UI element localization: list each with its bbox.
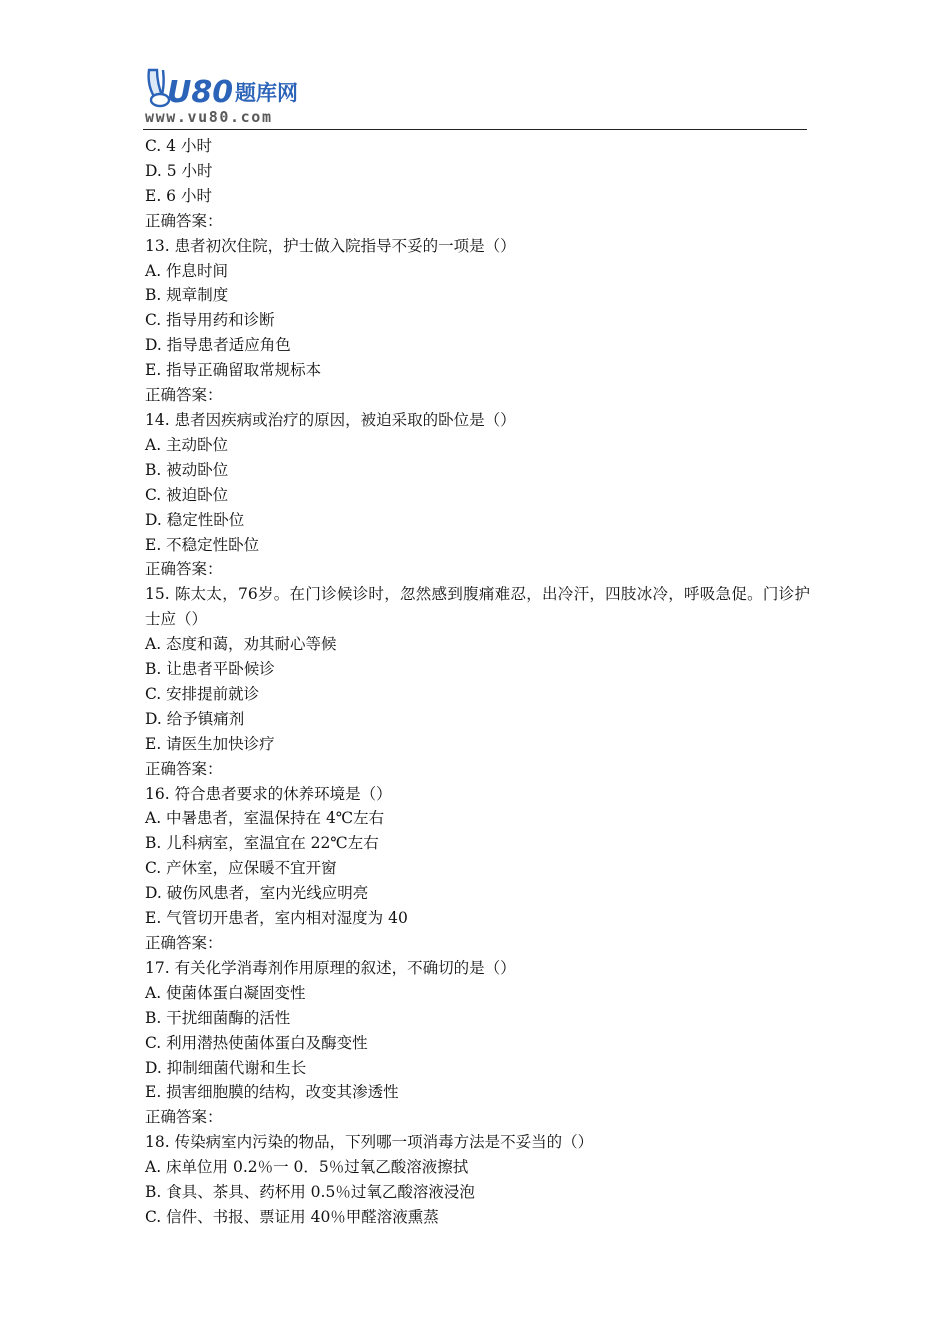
vu80-logo (143, 64, 333, 126)
correct-answer-label: 正确答案： (145, 1108, 223, 1127)
answer-option: C. 信件、书报、票证用 40％甲醛溶液熏蒸 (145, 1207, 439, 1226)
page-header (143, 64, 807, 130)
answer-option: B. 被动卧位 (145, 460, 229, 479)
correct-answer-label: 正确答案： (145, 934, 223, 952)
correct-answer-label: 正确答案： (145, 211, 223, 230)
svg-text:U80: U80 (167, 75, 234, 110)
answer-option: E. 指导正确留取常规标本 (145, 361, 322, 380)
question-stem: 14. 患者因疾病或治疗的原因，被迫采取的卧位是（） (145, 410, 516, 429)
answer-option: A. 床单位用 0.2％一 0．5％过氧乙酸溶液擦拭 (145, 1158, 469, 1177)
answer-option: C. 指导用药和诊断 (145, 311, 275, 330)
answer-option: D. 破伤风患者，室内光线应明亮 (145, 884, 369, 903)
logo-url: www.vu80.com (145, 108, 273, 126)
answer-option: B. 干扰细菌酶的活性 (145, 1008, 291, 1027)
answer-option: E. 不稳定性卧位 (145, 535, 260, 554)
answer-option: C. 安排提前就诊 (145, 684, 260, 703)
question-list (145, 134, 810, 1230)
answer-option: A. 使菌体蛋白凝固变性 (145, 983, 306, 1002)
answer-option: C. 利用潜热使菌体蛋白及酶变性 (145, 1033, 368, 1052)
answer-option: D. 稳定性卧位 (145, 510, 245, 529)
answer-option: A. 中暑患者，室温保持在 4℃左右 (145, 809, 385, 828)
answer-option: A. 作息时间 (145, 261, 229, 280)
answer-option: C. 产休室，应保暖不宜开窗 (145, 859, 337, 878)
answer-option: A. 态度和蔼，劝其耐心等候 (145, 635, 337, 654)
correct-answer-label: 正确答案： (145, 560, 223, 579)
logo-wordmark (167, 75, 298, 110)
answer-option: C. 4 小时 (145, 137, 212, 155)
answer-option: D. 5 小时 (145, 161, 213, 180)
answer-option: E. 请医生加快诊疗 (145, 734, 275, 753)
correct-answer-label: 正确答案： (145, 759, 223, 778)
answer-option: D. 给予镇痛剂 (145, 709, 245, 728)
rabbit-icon (149, 70, 169, 106)
answer-option: B. 规章制度 (145, 286, 229, 305)
answer-option: D. 抑制细菌代谢和生长 (145, 1058, 307, 1077)
answer-option: B. 食具、茶具、药杯用 0.5％过氧乙酸溶液浸泡 (145, 1183, 475, 1202)
question-stem: 18. 传染病室内污染的物品，下列哪一项消毒方法是不妥当的（） (145, 1133, 594, 1152)
answer-option: E. 6 小时 (145, 186, 212, 205)
question-stem: 16. 符合患者要求的休养环境是（） (145, 784, 392, 803)
question-stem: 13. 患者初次住院，护士做入院指导不妥的一项是（） (145, 236, 516, 255)
question-stem: 15. 陈太太，76岁。在门诊候诊时，忽然感到腹痛难忍，出冷汗，四肢冰冷，呼吸急促。门诊护士应（） (145, 585, 810, 629)
svg-text:题库网: 题库网 (235, 81, 298, 105)
answer-option: D. 指导患者适应角色 (145, 336, 291, 355)
answer-option: B. 儿科病室，室温宜在 22℃左右 (145, 834, 379, 853)
correct-answer-label: 正确答案： (145, 386, 223, 405)
question-stem: 17. 有关化学消毒剂作用原理的叙述，不确切的是（） (145, 958, 516, 977)
answer-option: A. 主动卧位 (145, 435, 229, 454)
answer-option: B. 让患者平卧候诊 (145, 660, 275, 679)
answer-option: E. 损害细胞膜的结构，改变其渗透性 (145, 1083, 399, 1102)
answer-option: C. 被迫卧位 (145, 485, 229, 504)
answer-option: E. 气管切开患者，室内相对湿度为 40 (145, 909, 408, 928)
header-rule (143, 129, 807, 130)
